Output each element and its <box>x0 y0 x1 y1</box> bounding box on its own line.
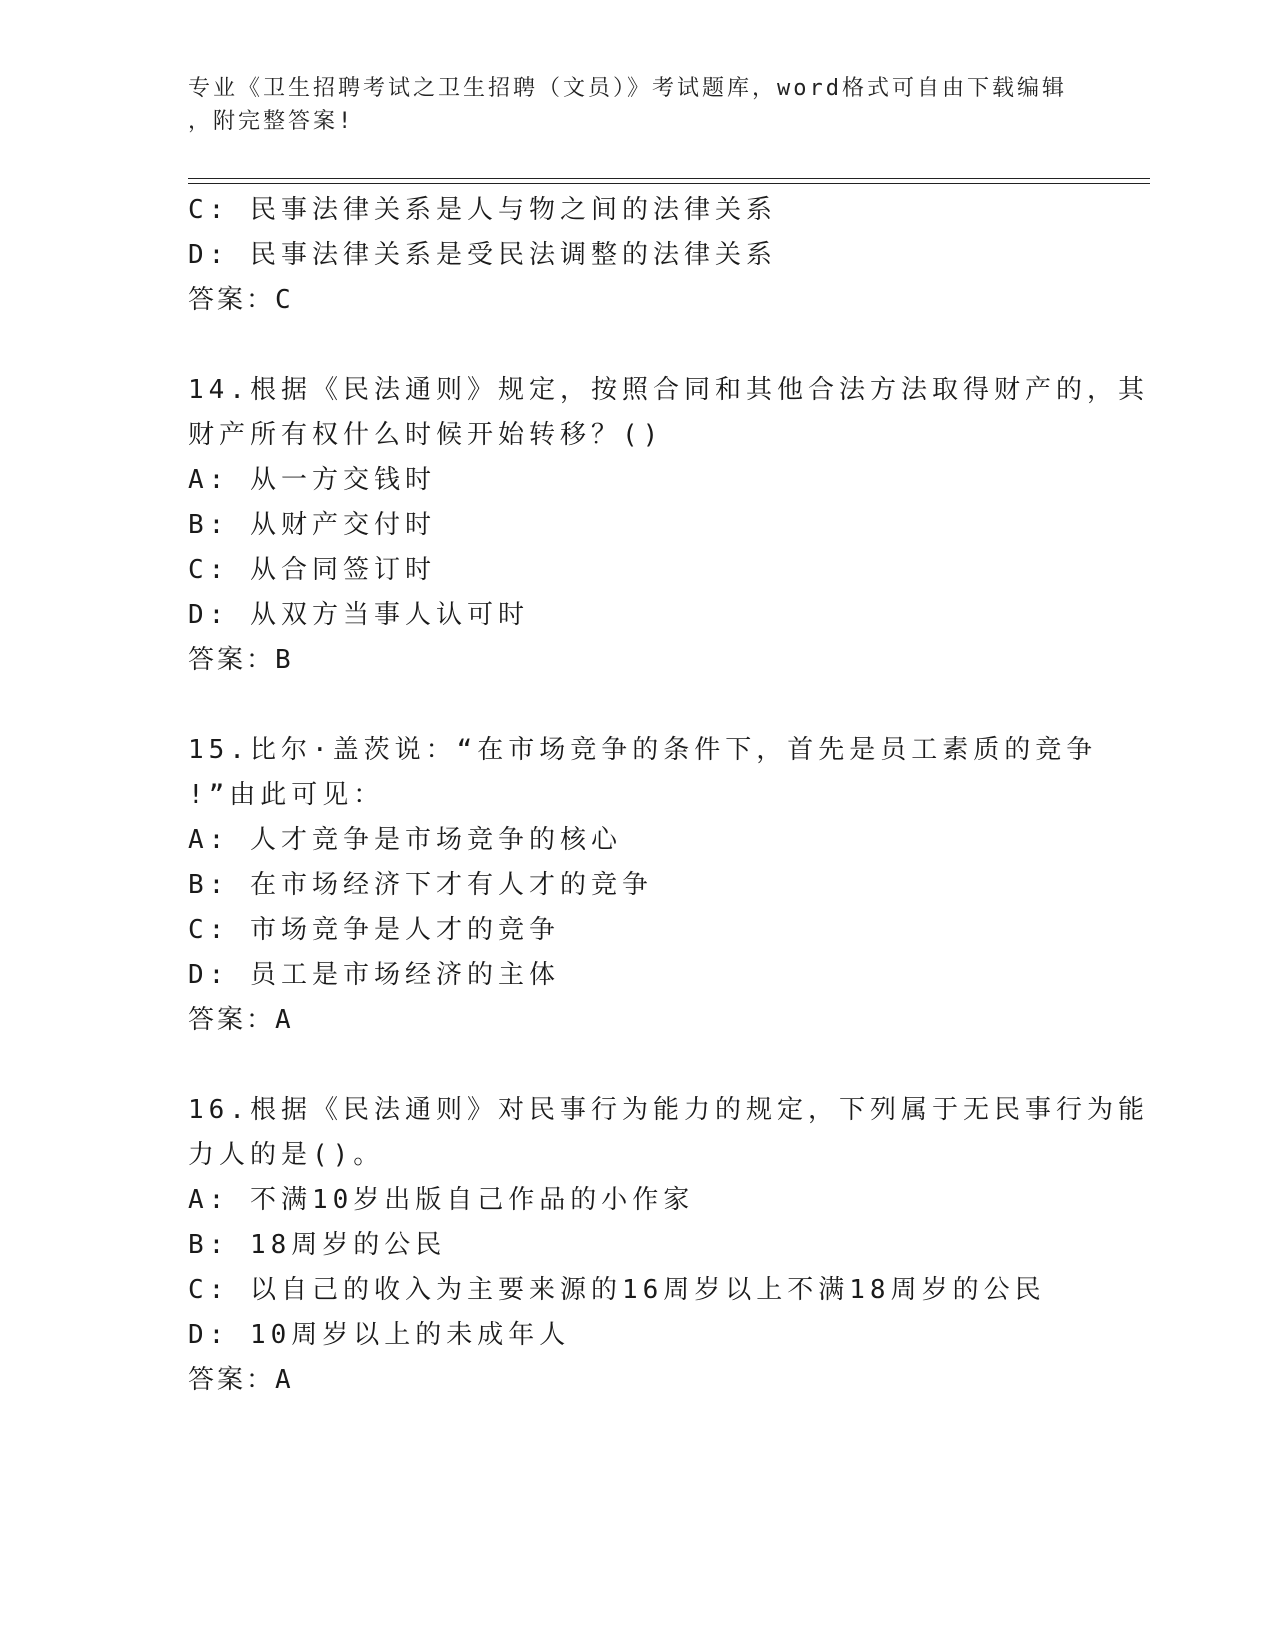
q14-option-b: B: 从财产交付时 <box>188 510 436 540</box>
q14-stem-line-1: 14.根据《民法通则》规定，按照合同和其他合法方法取得财产的，其 <box>188 375 1149 405</box>
q13-answer: 答案：C <box>188 285 294 315</box>
header-line-1: 专业《卫生招聘考试之卫生招聘（文员）》考试题库，word格式可自由下载编辑 <box>188 76 1067 101</box>
q16-stem-line-2: 力人的是()。 <box>188 1140 385 1170</box>
q16-option-d: D: 10周岁以上的未成年人 <box>188 1320 571 1350</box>
q13-option-c: C: 民事法律关系是人与物之间的法律关系 <box>188 195 777 225</box>
q16-option-c: C: 以自己的收入为主要来源的16周岁以上不满18周岁的公民 <box>188 1275 1046 1305</box>
q15-answer: 答案：A <box>188 1005 294 1035</box>
q14-stem-line-2: 财产所有权什么时候开始转移？() <box>188 420 664 450</box>
q15-option-b: B: 在市场经济下才有人才的竞争 <box>188 870 653 900</box>
header-divider-top <box>188 178 1150 179</box>
q15-option-c: C: 市场竞争是人才的竞争 <box>188 915 560 945</box>
q14-option-a: A: 从一方交钱时 <box>188 465 436 495</box>
q14-option-d: D: 从双方当事人认可时 <box>188 600 529 630</box>
q14-answer: 答案：B <box>188 645 294 675</box>
q16-option-b: B: 18周岁的公民 <box>188 1230 447 1260</box>
q15-stem-line-1: 15.比尔·盖茨说：“在市场竞争的条件下，首先是员工素质的竞争 <box>188 735 1098 765</box>
header-line-2: ，附完整答案! <box>188 109 355 134</box>
q14-option-c: C: 从合同签订时 <box>188 555 436 585</box>
q15-option-a: A: 人才竞争是市场竞争的核心 <box>188 825 622 855</box>
q15-option-d: D: 员工是市场经济的主体 <box>188 960 560 990</box>
document-header <box>188 72 1088 138</box>
q16-stem-line-1: 16.根据《民法通则》对民事行为能力的规定，下列属于无民事行为能 <box>188 1095 1149 1125</box>
q15-stem-line-2: !”由此可见： <box>188 780 385 810</box>
q16-option-a: A: 不满10岁出版自己作品的小作家 <box>188 1185 695 1215</box>
q13-option-d: D: 民事法律关系是受民法调整的法律关系 <box>188 240 777 270</box>
q16-answer: 答案：A <box>188 1365 294 1395</box>
header-divider-bottom <box>188 183 1150 184</box>
